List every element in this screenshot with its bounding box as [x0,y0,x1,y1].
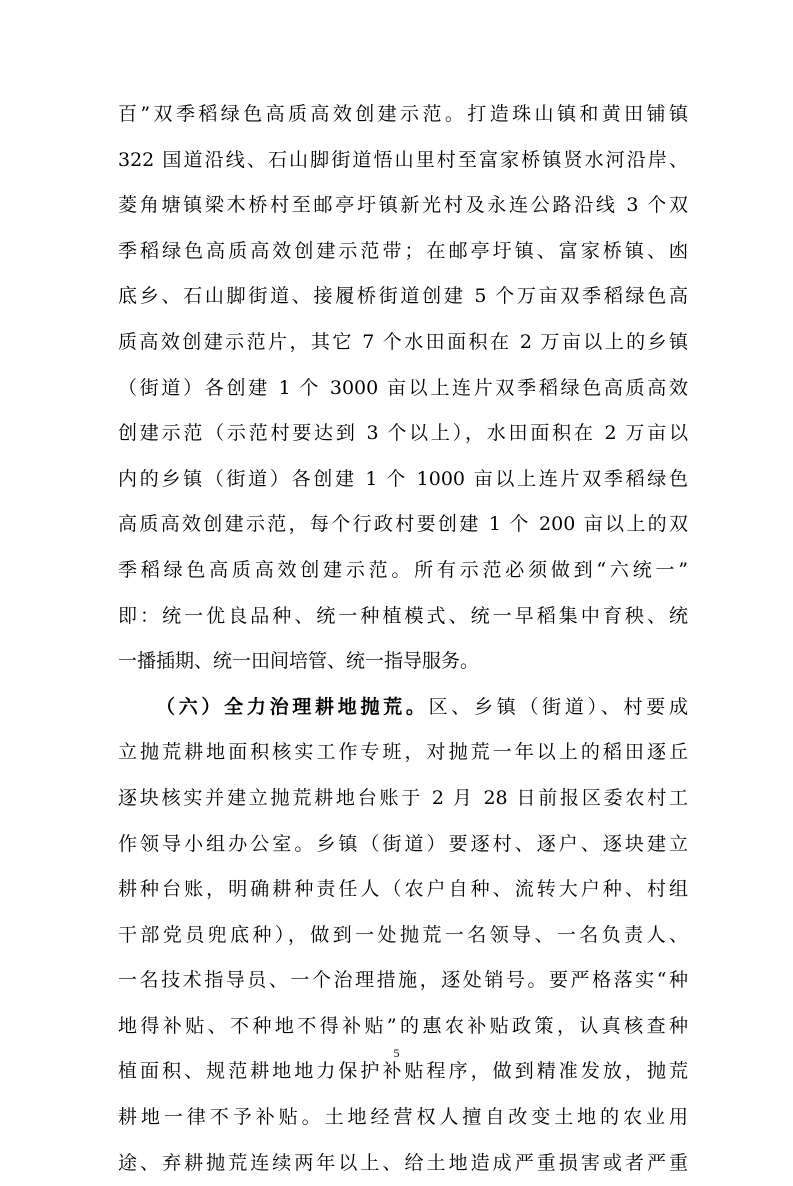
section-6-first-line [118,685,688,731]
paragraph-line: 创建示范（示范村要达到 3 个以上），水田面积在 2 万亩以 [118,422,688,445]
paragraph-line: 地得补贴、不种地不得补贴”的惠农补贴政策，认真核查种 [118,1014,688,1037]
page-number: 5 [393,1046,400,1060]
paragraph-line: 途、弃耕抛荒连续两年以上、给土地造成严重损害或者严重 [118,1151,688,1174]
paragraph-line: 逐块核实并建立抛荒耕地台账于 2 月 28 日前报区委农村工 [118,786,688,809]
paragraph-line: 即：统一优良品种、统一种植模式、统一早稻集中育秧、统 [118,604,688,627]
paragraph-line: 一播插期、统一田间培管、统一指导服务。 [118,650,480,673]
paragraph-line: 立抛荒耕地面积核实工作专班，对抛荒一年以上的稻田逐丘 [118,741,688,764]
paragraph-line: 内的乡镇（街道）各创建 1 个 1000 亩以上连片双季稻绿色 [118,467,688,490]
paragraph-line: 高质高效创建示范，每个行政村要创建 1 个 200 亩以上的双 [118,513,688,536]
section-6-heading: （六）全力治理耕地抛荒。 [156,695,429,718]
paragraph-line: 耕种台账，明确耕种责任人（农户自种、流转大户种、村组 [118,878,688,901]
paragraph-line: 作领导小组办公室。乡镇（街道）要逐村、逐户、逐块建立 [118,832,688,855]
paragraph-line: 植面积、规范耕地地力保护补贴程序，做到精准发放，抛荒 [118,1060,688,1083]
paragraph-line: 底乡、石山脚街道、接履桥街道创建 5 个万亩双季稻绿色高 [118,285,688,308]
section-6-first-line-text: 区、乡镇（街道）、村要成 [428,695,688,718]
paragraph-line: 季稻绿色高质高效创建示范。所有示范必须做到“六统一” [118,558,688,581]
body-text [118,92,688,1186]
paragraph-line: 季稻绿色高质高效创建示范带；在邮亭圩镇、富家桥镇、凼 [118,239,688,262]
paragraph-line: 菱角塘镇梁木桥村至邮亭圩镇新光村及永连公路沿线 3 个双 [118,194,688,217]
paragraph-line: 一名技术指导员、一个治理措施，逐处销号。要严格落实“种 [118,969,688,992]
paragraph-line: 百”双季稻绿色高质高效创建示范。打造珠山镇和黄田铺镇 [118,103,688,125]
paragraph-line: 322 国道沿线、石山脚街道悟山里村至富家桥镇贤水河沿岸、 [118,148,688,171]
paragraph-line: 质高效创建示范片，其它 7 个水田面积在 2 万亩以上的乡镇 [118,330,688,353]
paragraph-line: 耕地一律不予补贴。土地经营权人擅自改变土地的农业用 [118,1106,688,1129]
paragraph-line: （街道）各创建 1 个 3000 亩以上连片双季稻绿色高质高效 [118,376,688,399]
paragraph-line: 干部党员兜底种），做到一处抛荒一名领导、一名负责人、 [118,923,688,946]
